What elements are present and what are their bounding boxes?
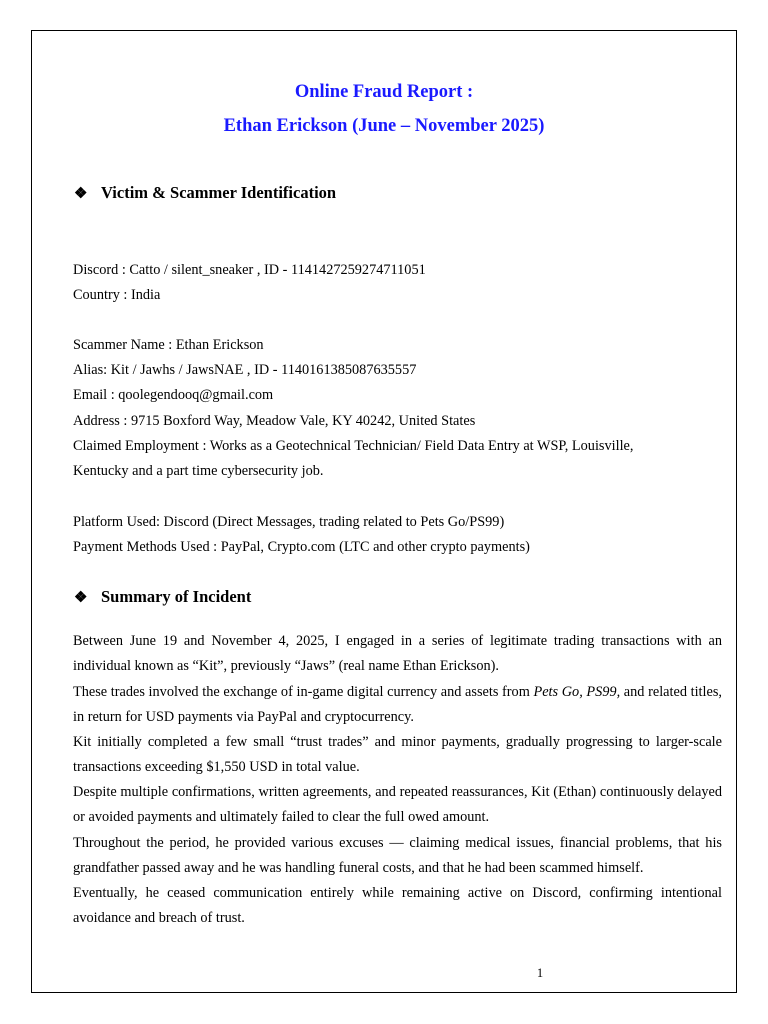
section-heading-identification bbox=[74, 183, 336, 203]
summary-paragraph-2-end: and related titles, in return for USD payments via PayPal and cryptocurrency. bbox=[73, 684, 722, 726]
diamond-bullet-icon: ❖ bbox=[74, 186, 88, 202]
scammer-address: Address : 9715 Boxford Way, Meadow Vale, KY 40242, United States bbox=[73, 413, 476, 429]
scammer-employment-line-1: Claimed Employment : Works as a Geotechnical Technician/ Field Data Entry at WSP, Louisville, bbox=[73, 438, 634, 454]
report-subtitle: Ethan Erickson (June – November 2025) bbox=[223, 116, 545, 136]
scammer-employment-line-2: Kentucky and a part time cybersecurity job. bbox=[73, 463, 324, 479]
victim-country: Country : India bbox=[73, 287, 161, 303]
summary-paragraph-1: Between June 19 and November 4, 2025, I engaged in a series of legitimate trading transactions with an individual known as “Kit”, previously “Jaws” (real name Ethan Erickson). bbox=[73, 633, 722, 675]
summary-paragraph-3: Kit initially completed a few small “trust trades” and minor payments, gradually progressing to larger-scale transactions exceeding $1,550 USD in total value. bbox=[73, 734, 722, 776]
report-title: Online Fraud Report : bbox=[294, 82, 474, 102]
summary-paragraph-4: Despite multiple confirmations, written agreements, and repeated reassurances, Kit (Ethan) continuously delayed or avoided payments and ultimately failed to clear the full owed amount. bbox=[73, 784, 722, 826]
section-heading-summary bbox=[74, 587, 251, 607]
summary-paragraph-5: Throughout the period, he provided various excuses — claiming medical issues, financial problems, that his grandfather passed away and he was handling funeral costs, and that he had been scammed himself. bbox=[73, 835, 722, 877]
diamond-bullet-icon: ❖ bbox=[74, 590, 88, 606]
summary-paragraph-6: Eventually, he ceased communication entirely while remaining active on Discord, confirming intentional avoidance and breach of trust. bbox=[73, 885, 722, 927]
scammer-email: Email : qoolegendooq@gmail.com bbox=[73, 387, 274, 403]
section-heading-text: Victim & Scammer Identification bbox=[101, 183, 337, 202]
victim-discord: Discord : Catto / silent_sneaker , ID - 1141427259274711051 bbox=[73, 262, 426, 278]
summary-paragraph-2 bbox=[73, 680, 722, 730]
summary-paragraph-2-start: These trades involved the exchange of in-game digital currency and assets from bbox=[73, 684, 534, 700]
platform-used: Platform Used: Discord (Direct Messages, trading related to Pets Go/PS99) bbox=[73, 514, 505, 530]
payment-methods: Payment Methods Used : PayPal, Crypto.com (LTC and other crypto payments) bbox=[73, 539, 530, 555]
scammer-name: Scammer Name : Ethan Erickson bbox=[73, 337, 264, 353]
section-heading-text: Summary of Incident bbox=[101, 587, 252, 606]
page-number: 1 bbox=[536, 966, 544, 980]
game-titles: Pets Go, PS99, bbox=[533, 684, 621, 700]
scammer-alias: Alias: Kit / Jawhs / JawsNAE , ID - 1140161385087635557 bbox=[73, 362, 417, 378]
